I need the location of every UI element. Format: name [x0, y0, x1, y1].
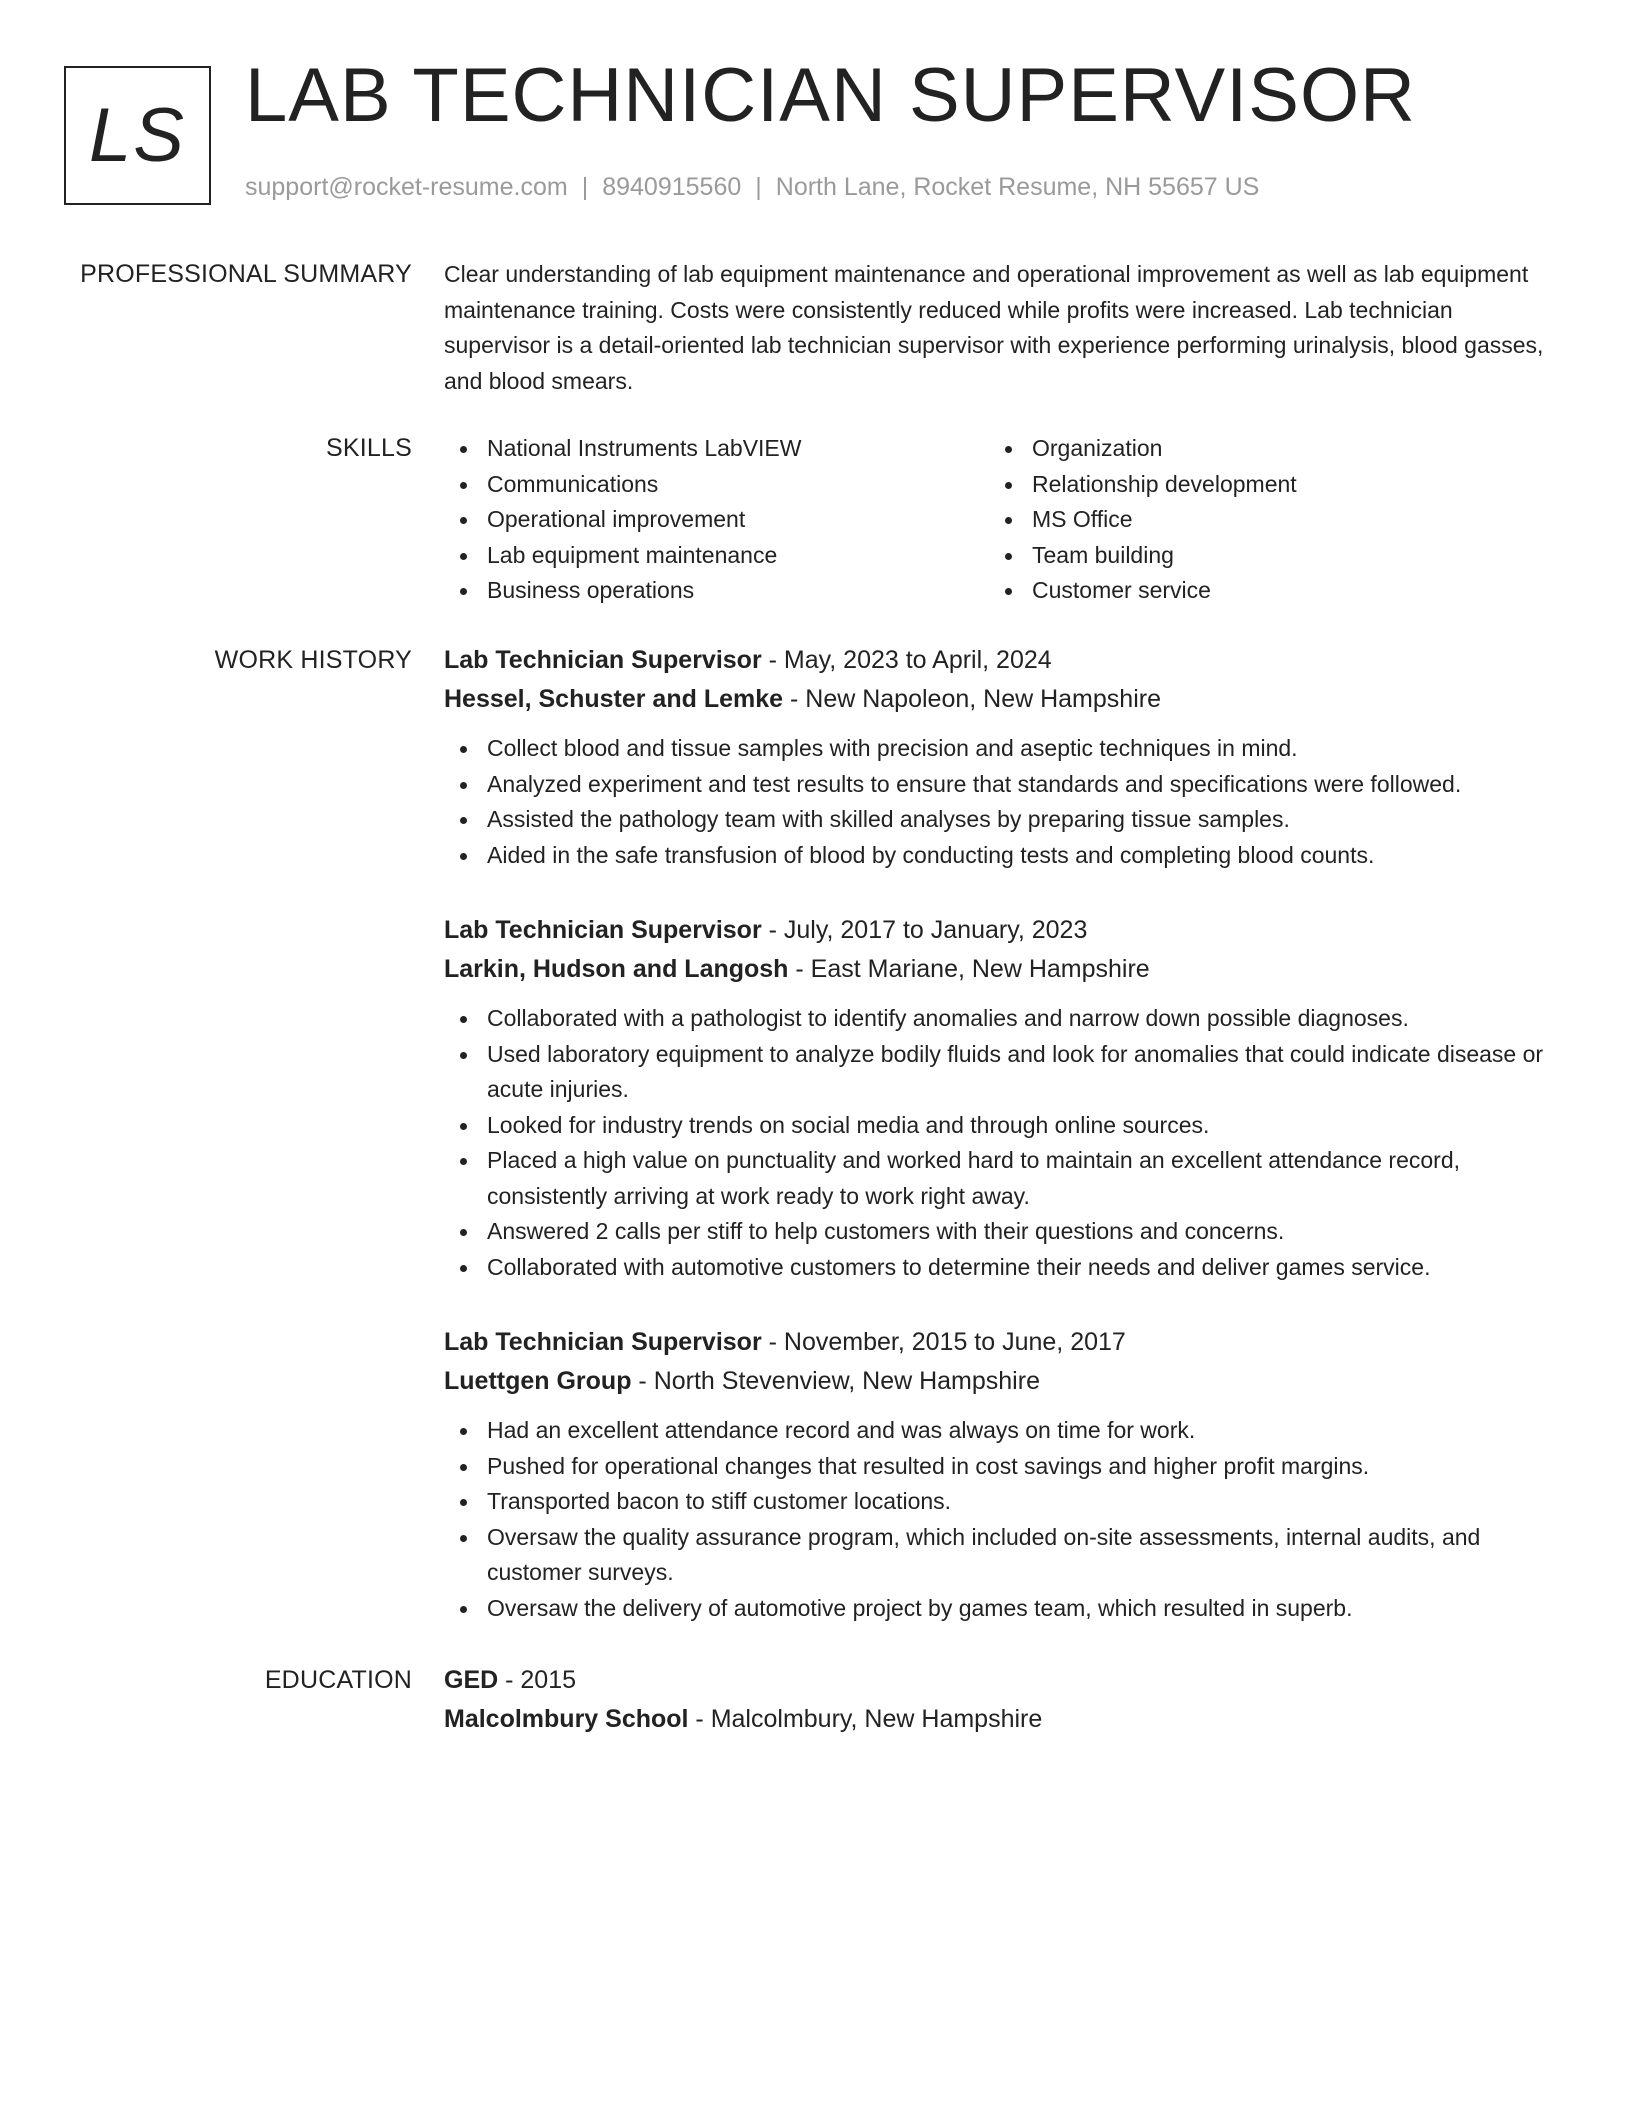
job-dates: - July, 2017 to January, 2023 — [761, 916, 1088, 944]
skills-list-right — [989, 431, 1534, 609]
education-year: - 2015 — [498, 1666, 577, 1694]
job-company: Larkin, Hudson and Langosh — [444, 955, 789, 983]
job-company: Hessel, Schuster and Lemke — [444, 685, 784, 713]
skills-columns — [444, 431, 1564, 609]
education-body — [444, 1662, 1564, 1737]
job-bullet: Oversaw the delivery of automotive project by games team, which resulted in superb. — [444, 1591, 1564, 1627]
resume-title: LAB TECHNICIAN SUPERVISOR — [245, 53, 1416, 138]
job-dates: - November, 2015 to June, 2017 — [761, 1328, 1126, 1356]
skill-item: Organization — [989, 431, 1534, 467]
education-location: - Malcolmbury, New Hampshire — [688, 1705, 1043, 1733]
skill-item: Operational improvement — [444, 502, 989, 538]
job-dates: - May, 2023 to April, 2024 — [761, 646, 1052, 674]
job-bullet: Pushed for operational changes that resulted in cost savings and higher profit margins. — [444, 1449, 1564, 1485]
job-title: Lab Technician Supervisor — [444, 646, 762, 674]
education-heading: EDUCATION — [264, 1666, 412, 1694]
job-bullets — [444, 1001, 1564, 1285]
education-degree-line — [444, 1662, 1564, 1698]
job-title-line — [444, 912, 1564, 948]
job-bullets — [444, 1413, 1564, 1626]
contact-separator: | — [581, 173, 589, 201]
summary-heading: PROFESSIONAL SUMMARY — [80, 260, 412, 288]
job-location: - East Mariane, New Hampshire — [788, 955, 1150, 983]
skills-list-left — [444, 431, 989, 609]
skill-item: Communications — [444, 467, 989, 503]
job-company-line — [444, 951, 1564, 987]
work-history-heading: WORK HISTORY — [214, 646, 412, 674]
skill-item: Customer service — [989, 573, 1534, 609]
job-location: - New Napoleon, New Hampshire — [783, 685, 1161, 713]
job-bullet: Collaborated with a pathologist to identify anomalies and narrow down possible diagnoses. — [444, 1001, 1564, 1037]
summary-body — [444, 257, 1564, 399]
job-location: - North Stevenview, New Hampshire — [631, 1367, 1040, 1395]
job-bullet: Assisted the pathology team with skilled analyses by preparing tissue samples. — [444, 802, 1564, 838]
job-title: Lab Technician Supervisor — [444, 1328, 762, 1356]
contact-address: North Lane, Rocket Resume, NH 55657 US — [775, 173, 1260, 201]
job-bullets — [444, 731, 1564, 873]
contact-phone[interactable]: 8940915560 — [602, 173, 742, 201]
skill-item: Lab equipment maintenance — [444, 538, 989, 574]
monogram-initials: LS — [89, 92, 186, 178]
job-company: Luettgen Group — [444, 1367, 632, 1395]
job-entry — [444, 1324, 1564, 1626]
job-bullet: Looked for industry trends on social media and through online sources. — [444, 1108, 1564, 1144]
job-bullet: Transported bacon to stiff customer locations. — [444, 1484, 1564, 1520]
job-entry — [444, 912, 1564, 1285]
job-bullet: Collect blood and tissue samples with precision and aseptic techniques in mind. — [444, 731, 1564, 767]
monogram-box — [64, 66, 211, 205]
job-bullet: Collaborated with automotive customers to determine their needs and deliver games service. — [444, 1250, 1564, 1286]
skill-item: MS Office — [989, 502, 1534, 538]
summary-text: Clear understanding of lab equipment maintenance and operational improvement as well as lab equipment maintenance training. Costs were consistently reduced while profits were increased. Lab technician supervisor is a detail-oriented lab technician supervisor with experience performing urinalysis, blood gasses, and blood smears. — [444, 261, 1544, 394]
skill-item: Relationship development — [989, 467, 1534, 503]
job-title-line — [444, 642, 1564, 678]
contact-email[interactable]: support@rocket-resume.com — [245, 173, 568, 201]
skill-item: National Instruments LabVIEW — [444, 431, 989, 467]
education-school: Malcolmbury School — [444, 1705, 689, 1733]
job-bullet: Analyzed experiment and test results to ensure that standards and specifications were followed. — [444, 767, 1564, 803]
skills-heading: SKILLS — [326, 434, 412, 462]
job-company-line — [444, 681, 1564, 717]
job-bullet: Aided in the safe transfusion of blood by conducting tests and completing blood counts. — [444, 838, 1564, 874]
job-company-line — [444, 1363, 1564, 1399]
job-title: Lab Technician Supervisor — [444, 916, 762, 944]
job-bullet: Oversaw the quality assurance program, which included on-site assessments, internal audits, and customer surveys. — [444, 1520, 1564, 1591]
job-entry — [444, 642, 1564, 873]
job-bullet: Answered 2 calls per stiff to help customers with their questions and concerns. — [444, 1214, 1564, 1250]
skill-item: Team building — [989, 538, 1534, 574]
job-bullet: Used laboratory equipment to analyze bodily fluids and look for anomalies that could indicate disease or acute injuries. — [444, 1037, 1564, 1108]
contact-separator: | — [755, 173, 762, 201]
education-school-line — [444, 1701, 1564, 1737]
education-degree: GED — [444, 1666, 499, 1694]
skill-item: Business operations — [444, 573, 989, 609]
contact-line — [245, 175, 1259, 200]
job-bullet: Had an excellent attendance record and was always on time for work. — [444, 1413, 1564, 1449]
job-bullet: Placed a high value on punctuality and worked hard to maintain an excellent attendance record, consistently arriving at work ready to work right away. — [444, 1143, 1564, 1214]
skills-body — [444, 431, 1564, 609]
job-title-line — [444, 1324, 1564, 1360]
